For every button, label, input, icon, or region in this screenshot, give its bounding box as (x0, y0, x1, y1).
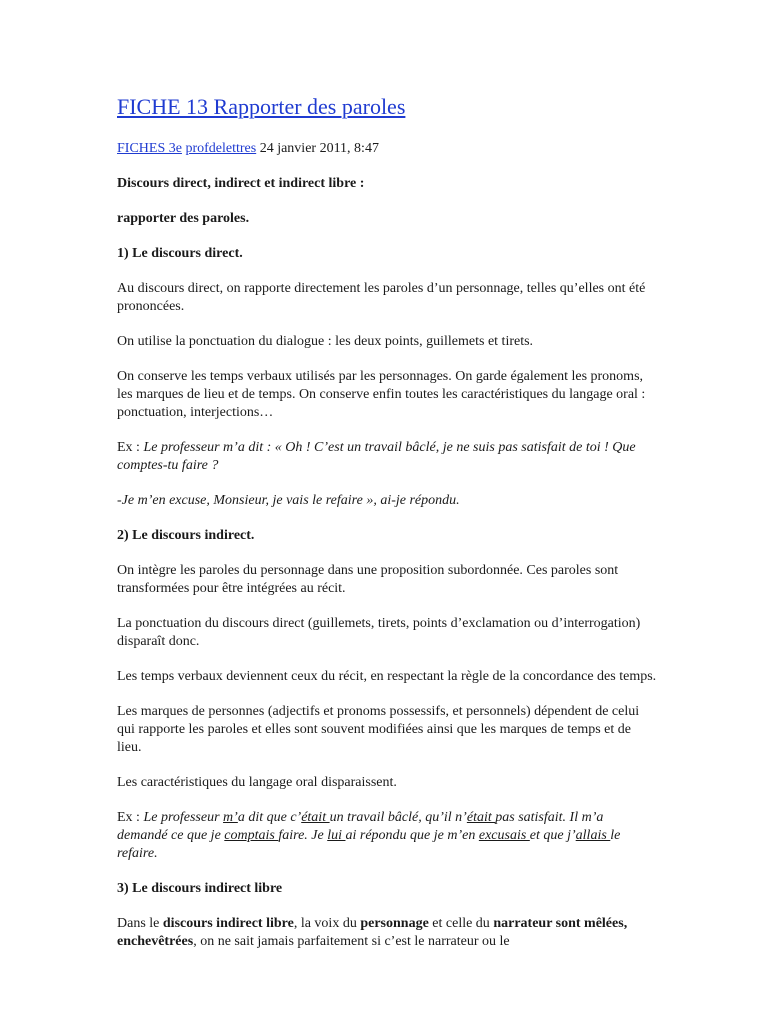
main-heading: Discours direct, indirect et indirect libre : (117, 176, 365, 191)
example-text (117, 810, 620, 861)
example-segment: faire. Je (278, 828, 328, 843)
page-title[interactable]: FICHE 13 Rapporter des paroles (117, 94, 406, 119)
section-2-paragraph-2: La ponctuation du discours direct (guillemets, tirets, points d’exclamation ou d’interrogation) disparaît donc. (117, 616, 641, 649)
example-segment: ai répondu que je m’en (345, 828, 479, 843)
category-link[interactable]: FICHES 3e (117, 141, 182, 156)
example-segment: le refaire. (117, 828, 621, 861)
bold-term: discours indirect libre (162, 916, 294, 931)
example-segment: pas satisfait. Il m’a demandé ce que je (117, 810, 604, 843)
example-segment: un travail bâclé, qu’il n’ (329, 810, 467, 825)
section-2-paragraph-1: On intègre les paroles du personnage dans une proposition subordonnée. Ces paroles sont transformées pour être intégrées au récit. (117, 563, 619, 596)
section-3-paragraph-1 (117, 915, 657, 951)
post-meta (117, 139, 657, 158)
section-2-paragraph-5: Les caractéristiques du langage oral disparaissent. (117, 775, 397, 790)
section-1-example (117, 439, 657, 475)
underlined-verb: lui (327, 828, 346, 843)
example-text-2: -Je m’en excuse, Monsieur, je vais le refaire », ai-je répondu. (117, 493, 460, 508)
text-segment: , on ne sait jamais parfaitement si c’est le narrateur ou le (193, 934, 510, 949)
text-segment: et celle du (428, 916, 494, 931)
section-1-title: 1) Le discours direct. (117, 246, 243, 261)
text-segment: , la voix du (293, 916, 361, 931)
text-segment: Dans le (117, 916, 163, 931)
post-date: 24 janvier 2011, 8:47 (259, 141, 379, 156)
section-3-title: 3) Le discours indirect libre (117, 881, 283, 896)
example-prefix: Ex : (117, 440, 144, 455)
section-1-paragraph-1: Au discours direct, on rapporte directement les paroles d’un personnage, telles qu’elles ont été prononcées. (117, 281, 646, 314)
section-1-example-2 (117, 492, 657, 510)
example-segment: a dit que c’ (237, 810, 302, 825)
example-prefix: Ex : (117, 810, 144, 825)
example-segment: et que j’ (529, 828, 576, 843)
underlined-verb: m’ (223, 810, 238, 825)
section-2-paragraph-4: Les marques de personnes (adjectifs et pronoms possessifs, et personnels) dépendent de celui qui rapporte les paroles et elles sont souvent modifiées ainsi que les marques de temps et de lieu. (117, 704, 640, 755)
underlined-verb: était (466, 810, 496, 825)
section-2-paragraph-3: Les temps verbaux deviennent ceux du récit, en respectant la règle de la concordance des temps. (117, 669, 657, 684)
underlined-verb: était (301, 810, 330, 825)
underlined-verb: allais (575, 828, 611, 843)
underlined-verb: excusais (478, 828, 530, 843)
bold-term: narrateur sont mêlées, enchevêtrées (117, 916, 628, 949)
example-text: Le professeur m’a dit : « Oh ! C’est un travail bâclé, je ne suis pas satisfait de toi ! Que comptes-tu faire ? (117, 440, 636, 473)
example-segment: Le professeur (143, 810, 224, 825)
section-2-title: 2) Le discours indirect. (117, 528, 255, 543)
sub-heading: rapporter des paroles. (117, 211, 250, 226)
document-content (117, 92, 657, 968)
section-1-paragraph-2: On utilise la ponctuation du dialogue : les deux points, guillemets et tirets. (117, 334, 534, 349)
underlined-verb: comptais (224, 828, 279, 843)
section-2-example (117, 809, 657, 863)
author-link[interactable]: profdelettres (185, 141, 257, 156)
bold-term: personnage (360, 916, 429, 931)
section-1-paragraph-3: On conserve les temps verbaux utilisés par les personnages. On garde également les pronoms, les marques de lieu et de temps. On conserve enfin toutes les caractéristiques du langage oral : ponctuation, interjections… (117, 369, 646, 420)
